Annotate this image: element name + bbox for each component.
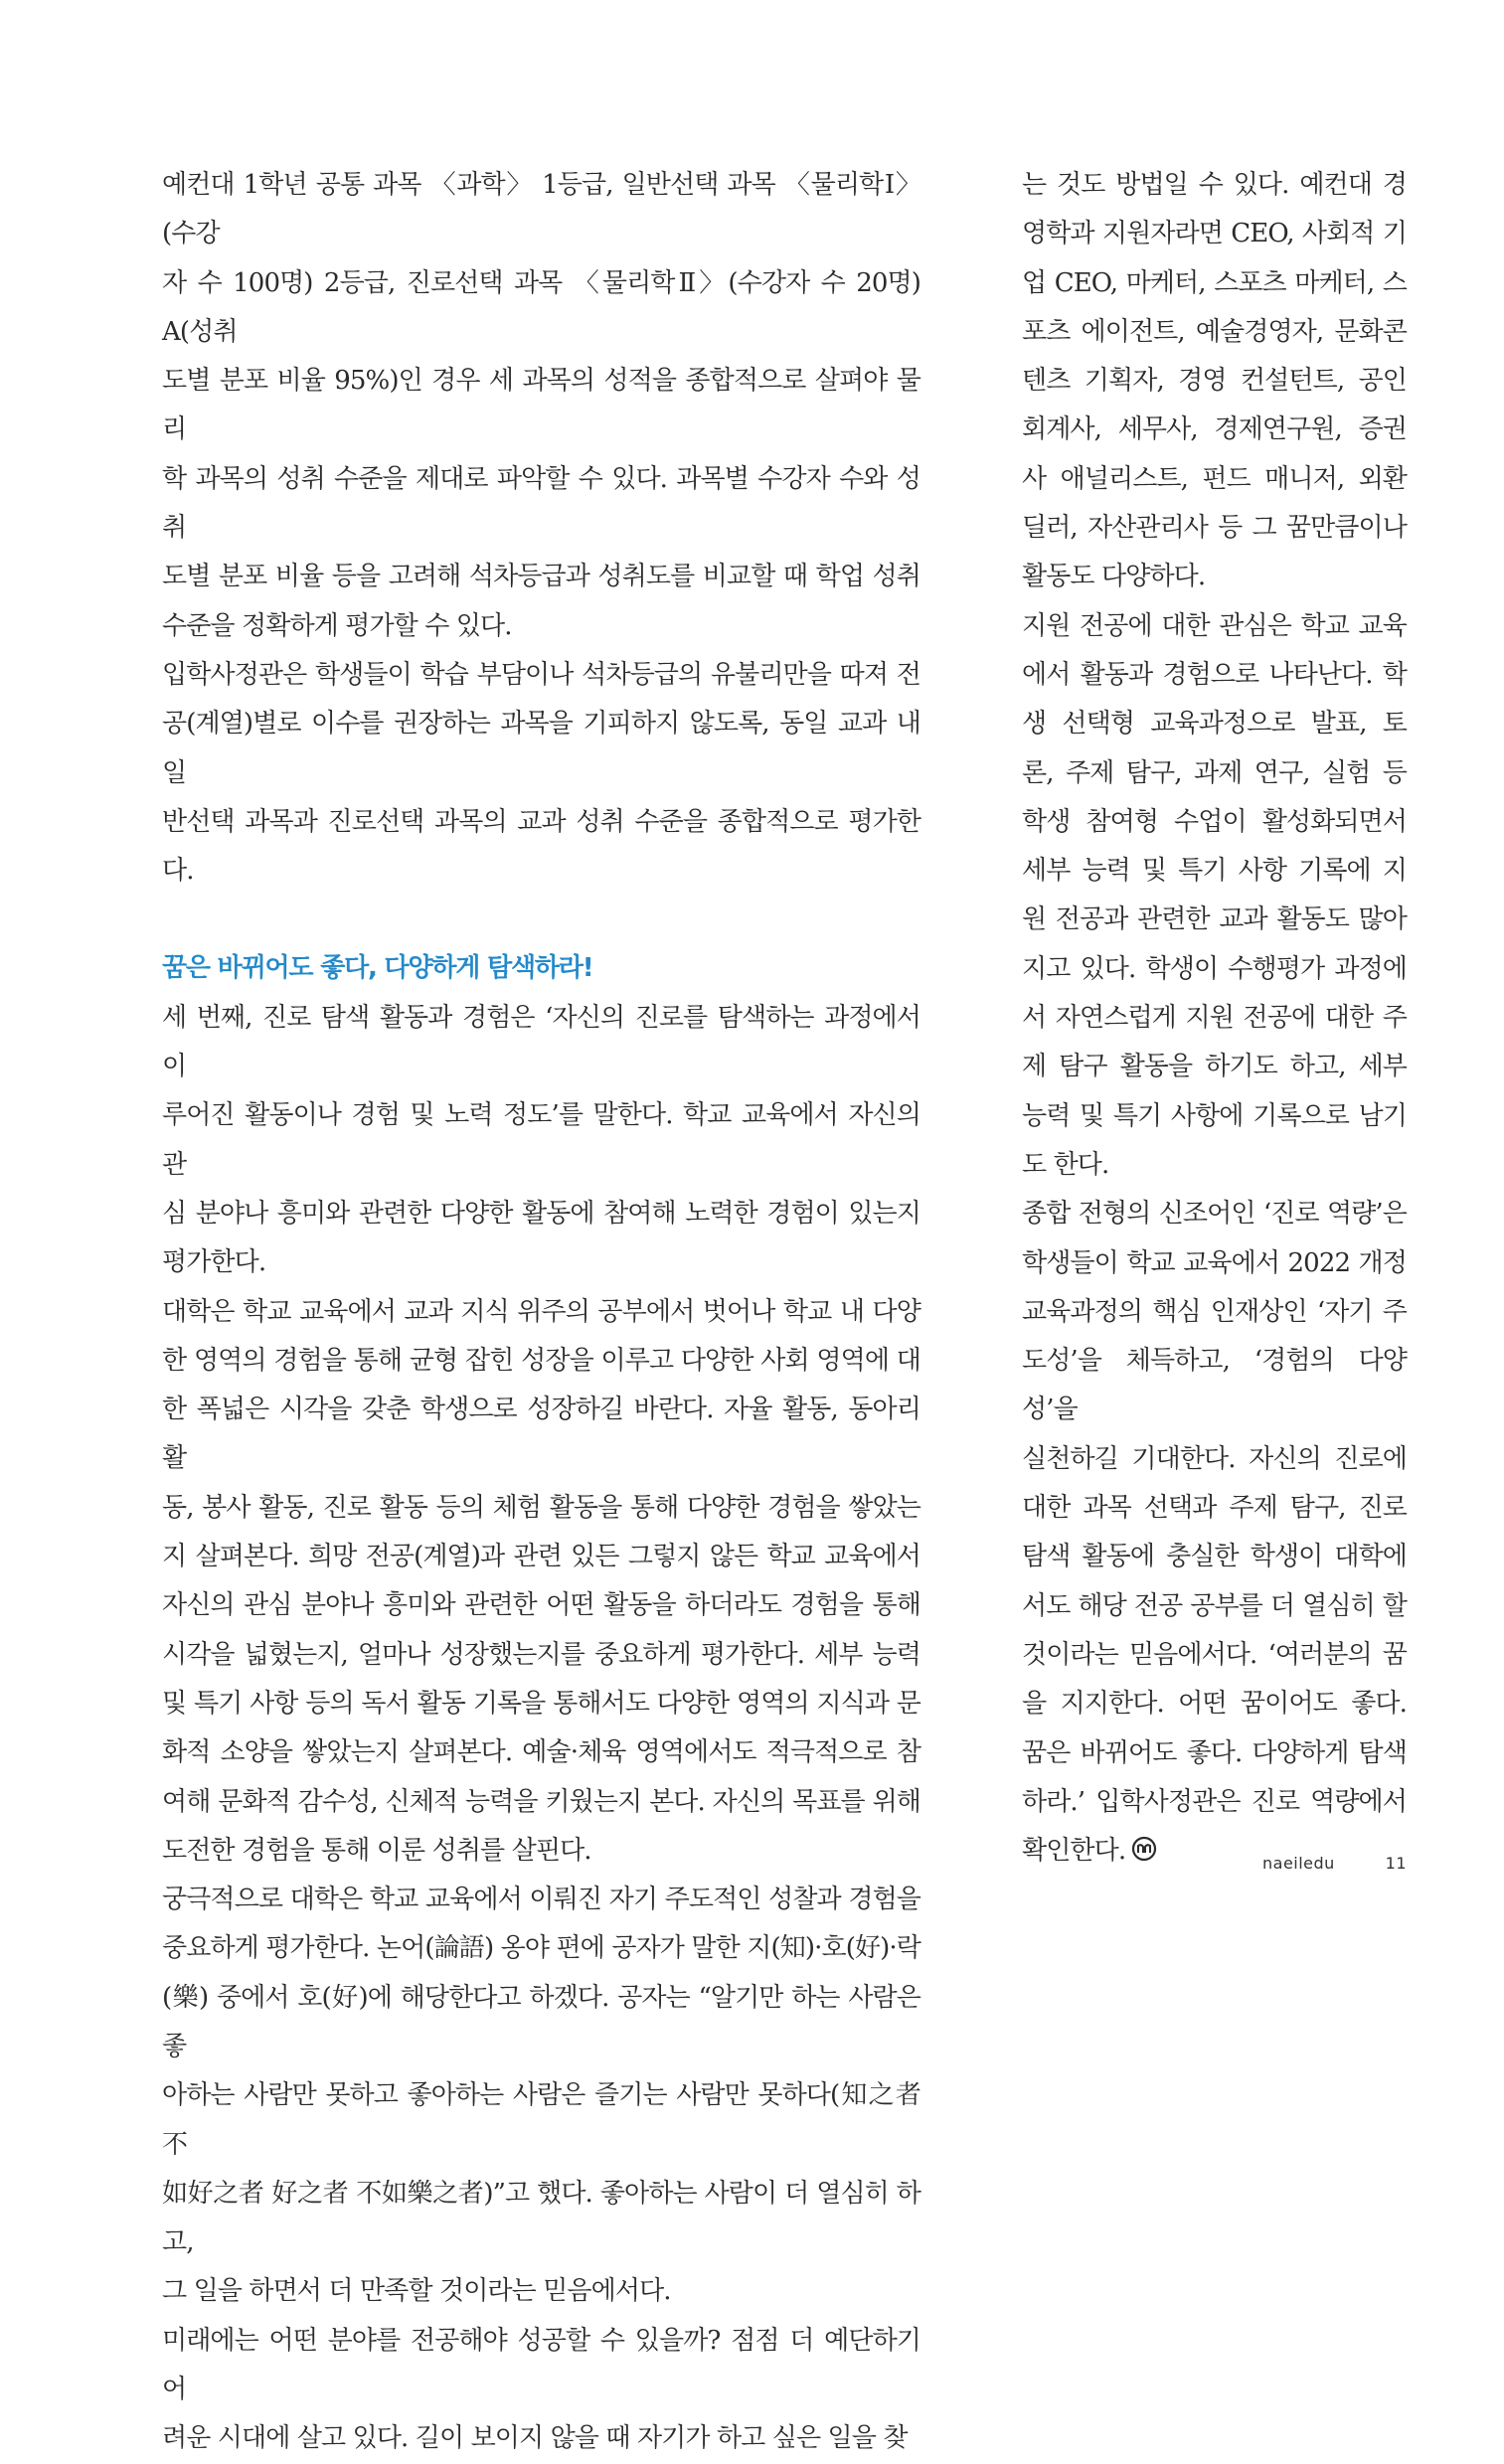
text-line: 입학사정관은 학생들이 학습 부담이나 석차등급의 유불리만을 따져 전	[162, 659, 920, 690]
text-line: 그 일을 하면서 더 만족할 것이라는 믿음에서다.	[162, 2276, 671, 2307]
text-line: 지 살펴본다. 희망 전공(계열)과 관련 있든 그렇지 않든 학교 교육에서	[162, 1542, 920, 1572]
text-line: 궁극적으로 대학은 학교 교육에서 이뤄진 자기 주도적인 성찰과 경험을	[162, 1885, 920, 1915]
text-line: 대학은 학교 교육에서 교과 지식 위주의 공부에서 벗어나 학교 내 다양	[162, 1296, 920, 1327]
text-line: 여해 문화적 감수성, 신체적 능력을 키웠는지 본다. 자신의 목표를 위해	[162, 1786, 920, 1817]
text-line: 영학과 지원자라면 CEO, 사회적 기	[1022, 219, 1407, 249]
text-line: 사 애널리스트, 펀드 매니저, 외환	[1022, 463, 1407, 494]
text-line: 대한 과목 선택과 주제 탐구, 진로	[1022, 1493, 1407, 1524]
text-line: 화적 소양을 쌓았는지 살펴본다. 예술·체육 영역에서도 적극적으로 참	[162, 1737, 920, 1768]
text-line: 회계사, 세무사, 경제연구원, 증권	[1022, 414, 1407, 445]
text-line: 꿈은 바뀌어도 좋다. 다양하게 탐색	[1022, 1737, 1407, 1768]
text-line: 학생 참여형 수업이 활성화되면서	[1022, 806, 1407, 837]
text-line: 한 폭넓은 시각을 갖춘 학생으로 성장하길 바란다. 자율 활동, 동아리 활	[162, 1395, 920, 1474]
text-line: 동, 봉사 활동, 진로 활동 등의 체험 활동을 통해 다양한 경험을 쌓았는	[162, 1492, 920, 1523]
text-line: (樂) 중에서 호(好)에 해당한다고 하겠다. 공자는 “알기만 하는 사람은 좋	[162, 1982, 920, 2061]
text-line: 교육과정의 핵심 인재상인 ‘자기 주	[1022, 1296, 1407, 1327]
text-line: 세부 능력 및 특기 사항 기록에 지	[1022, 856, 1407, 887]
text-line: 능력 및 특기 사항에 기록으로 남기	[1022, 1100, 1407, 1131]
article-section-3	[1022, 161, 1407, 1876]
text-line: 도별 분포 비율 등을 고려해 석차등급과 성취도를 비교할 때 학업 성취	[162, 562, 920, 592]
text-line: 세 번째, 진로 탐색 활동과 경험은 ‘자신의 진로를 탐색하는 과정에서 이	[162, 1002, 920, 1082]
text-line: 포츠 에이전트, 예술경영자, 문화콘	[1022, 316, 1407, 347]
text-line: 을 지지한다. 어떤 꿈이어도 좋다.	[1022, 1689, 1407, 1720]
text-line: 론, 주제 탐구, 과제 연구, 실험 등	[1022, 757, 1407, 788]
text-line: 원 전공과 관련한 교과 활동도 많아	[1022, 904, 1407, 935]
footer-brand: naeiledu	[1262, 1854, 1335, 1873]
article-section-1	[162, 161, 920, 896]
text-line: 제 탐구 활동을 하기도 하고, 세부	[1022, 1052, 1407, 1082]
text-line: 활동도 다양하다.	[1022, 562, 1206, 592]
text-line: 심 분야나 흥미와 관련한 다양한 활동에 참여해 노력한 경험이 있는지	[162, 1198, 920, 1229]
text-line: 도전한 경험을 통해 이룬 성취를 살핀다.	[162, 1835, 591, 1866]
text-line: 는 것도 방법일 수 있다. 예컨대 경	[1022, 170, 1407, 200]
page-footer	[1262, 1854, 1407, 1873]
text-line: 평가한다.	[162, 1247, 266, 1278]
text-line: 확인한다.	[1022, 1827, 1407, 1876]
text-line: 것이라는 믿음에서다. ‘여러분의 꿈	[1022, 1639, 1407, 1670]
text-line: 수준을 정확하게 평가할 수 있다.	[162, 610, 512, 641]
text-line: 중요하게 평가한다. 논어(論語) 옹야 편에 공자가 말한 지(知)·호(好)·락	[162, 1933, 920, 1964]
text-line: 도성’을 체득하고, ‘경험의 다양성’을	[1022, 1346, 1407, 1425]
text-line: 서 자연스럽게 지원 전공에 대한 주	[1022, 1003, 1407, 1034]
left-column	[162, 161, 920, 2464]
text-line: 에서 활동과 경험으로 나타난다. 학	[1022, 659, 1407, 690]
text-line: 서도 해당 전공 공부를 더 열심히 할	[1022, 1590, 1407, 1621]
text-line: 텐츠 기획자, 경영 컨설턴트, 공인	[1022, 366, 1407, 397]
text-line: 루어진 활동이나 경험 및 노력 정도’를 말한다. 학교 교육에서 자신의 관	[162, 1100, 920, 1180]
text-line: 반선택 과목과 진로선택 과목의 교과 성취 수준을 종합적으로 평가한다.	[162, 806, 920, 887]
text-line: 실천하길 기대한다. 자신의 진로에	[1022, 1443, 1407, 1474]
text-line: 학생들이 학교 교육에서 2022 개정	[1022, 1247, 1407, 1278]
text-line: 도 한다.	[1022, 1149, 1109, 1180]
text-line: 하라.’ 입학사정관은 진로 역량에서	[1022, 1786, 1407, 1817]
section-heading: 꿈은 바뀌어도 좋다, 다양하게 탐색하라!	[162, 953, 593, 984]
text-line: 자신의 관심 분야나 흥미와 관련한 어떤 활동을 하더라도 경험을 통해	[162, 1590, 920, 1621]
text-line: 예컨대 1학년 공통 과목 〈과학〉 1등급, 일반선택 과목 〈물리학Ⅰ〉(수강	[162, 170, 920, 249]
text-line: 지고 있다. 학생이 수행평가 과정에	[1022, 953, 1407, 984]
text-line: 업 CEO, 마케터, 스포츠 마케터, 스	[1022, 267, 1407, 298]
text-line: 시각을 넓혔는지, 얼마나 성장했는지를 중요하게 평가한다. 세부 능력	[162, 1639, 920, 1670]
text-line: 생 선택형 교육과정으로 발표, 토	[1022, 709, 1407, 739]
text-line: 如好之者 好之者 不如樂之者)”고 했다. 좋아하는 사람이 더 열심히 하고,	[162, 2178, 920, 2258]
text-line: 공(계열)별로 이수를 권장하는 과목을 기피하지 않도록, 동일 교과 내 일	[162, 709, 920, 788]
text-line: 딜러, 자산관리사 등 그 꿈만큼이나	[1022, 513, 1407, 544]
page-number: 11	[1385, 1854, 1407, 1873]
article-section-2	[162, 994, 920, 2464]
naeil-logo-icon	[1131, 1836, 1157, 1862]
text-line: 종합 전형의 신조어인 ‘진로 역량’은	[1022, 1199, 1407, 1230]
text-line: 지원 전공에 대한 관심은 학교 교육	[1022, 610, 1407, 641]
text-line: 려운 시대에 살고 있다. 길이 보이지 않을 때 자기가 하고 싶은 일을 찾	[162, 2423, 908, 2454]
text-line: 학 과목의 성취 수준을 제대로 파악할 수 있다. 과목별 수강자 수와 성취	[162, 463, 920, 544]
text-line: 탐색 활동에 충실한 학생이 대학에	[1022, 1542, 1407, 1572]
text-line: 미래에는 어떤 분야를 전공해야 성공할 수 있을까? 점점 더 예단하기 어	[162, 2325, 920, 2405]
right-column	[1022, 161, 1407, 1876]
text-line: 아하는 사람만 못하고 좋아하는 사람은 즐기는 사람만 못하다(知之者 不	[162, 2080, 920, 2160]
text-line: 한 영역의 경험을 통해 균형 잡힌 성장을 이루고 다양한 사회 영역에 대	[162, 1345, 920, 1376]
text-line: 자 수 100명) 2등급, 진로선택 과목 〈물리학Ⅱ〉(수강자 수 20명) A(성취	[162, 267, 920, 347]
text-line: 도별 분포 비율 95%)인 경우 세 과목의 성적을 종합적으로 살펴야 물리	[162, 366, 920, 445]
text-line: 및 특기 사항 등의 독서 활동 기록을 통해서도 다양한 영역의 지식과 문	[162, 1688, 920, 1719]
